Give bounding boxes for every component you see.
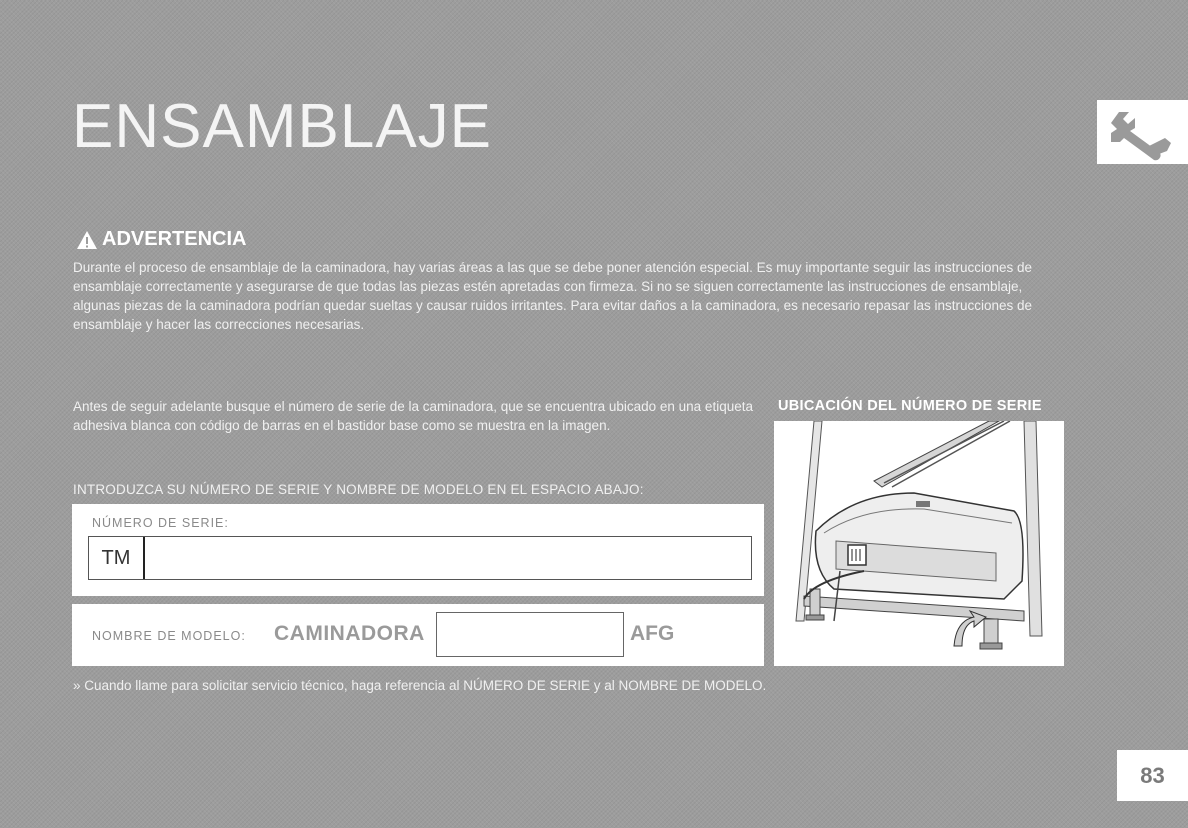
serial-location-heading: UBICACIÓN DEL NÚMERO DE SERIE xyxy=(778,398,1042,414)
page-title: ENSAMBLAJE xyxy=(72,92,493,161)
warning-heading-text: ADVERTENCIA xyxy=(102,228,247,250)
entry-instruction: INTRODUZCA SU NÚMERO DE SERIE Y NOMBRE DE MODELO EN EL ESPACIO ABAJO: xyxy=(73,482,644,497)
model-name-panel xyxy=(72,604,764,666)
section-tab xyxy=(1097,100,1188,164)
page-number: 83 xyxy=(1117,750,1188,801)
treadmill-base-photo xyxy=(774,421,1064,666)
wrench-icon xyxy=(1097,100,1188,164)
warning-triangle-icon xyxy=(76,230,98,250)
serial-prefix: TM xyxy=(89,537,145,579)
model-prefix: CAMINADORA xyxy=(274,622,425,645)
serial-number-panel xyxy=(72,504,764,596)
warning-text: Durante el proceso de ensamblaje de la caminadora, hay varias áreas a las que se debe poner atención especial. Es muy importante seguir las instrucciones de ensamblaje correctamente y asegurarse de que todas las piezas estén apretadas con firmeza. Si no se siguen correctamente las instrucciones de ensamblaje, algunas piezas de la caminadora podrían quedar sueltas y causar ruidos irritantes. Para evitar daños a la caminadora, es necesario repasar las instrucciones de ensamblaje y hacer las correcciones necesarias. xyxy=(73,260,1033,332)
model-name-label: NOMBRE DE MODELO: xyxy=(92,629,246,643)
model-name-field[interactable] xyxy=(436,612,624,657)
serial-intro-text: Antes de seguir adelante busque el número de serie de la caminadora, que se encuentra ubicado en una etiqueta adhesiva blanca con código de barras en el bastidor base como se muestra en la imagen. xyxy=(73,399,753,433)
serial-number-field[interactable] xyxy=(88,536,752,580)
serial-number-label: NÚMERO DE SERIE: xyxy=(92,516,229,530)
service-footnote: » Cuando llame para solicitar servicio técnico, haga referencia al NÚMERO DE SERIE y al NOMBRE DE MODELO. xyxy=(73,678,767,693)
warning-heading xyxy=(76,228,246,251)
model-suffix: AFG xyxy=(630,622,675,645)
treadmill-base-illustration xyxy=(774,421,1064,666)
